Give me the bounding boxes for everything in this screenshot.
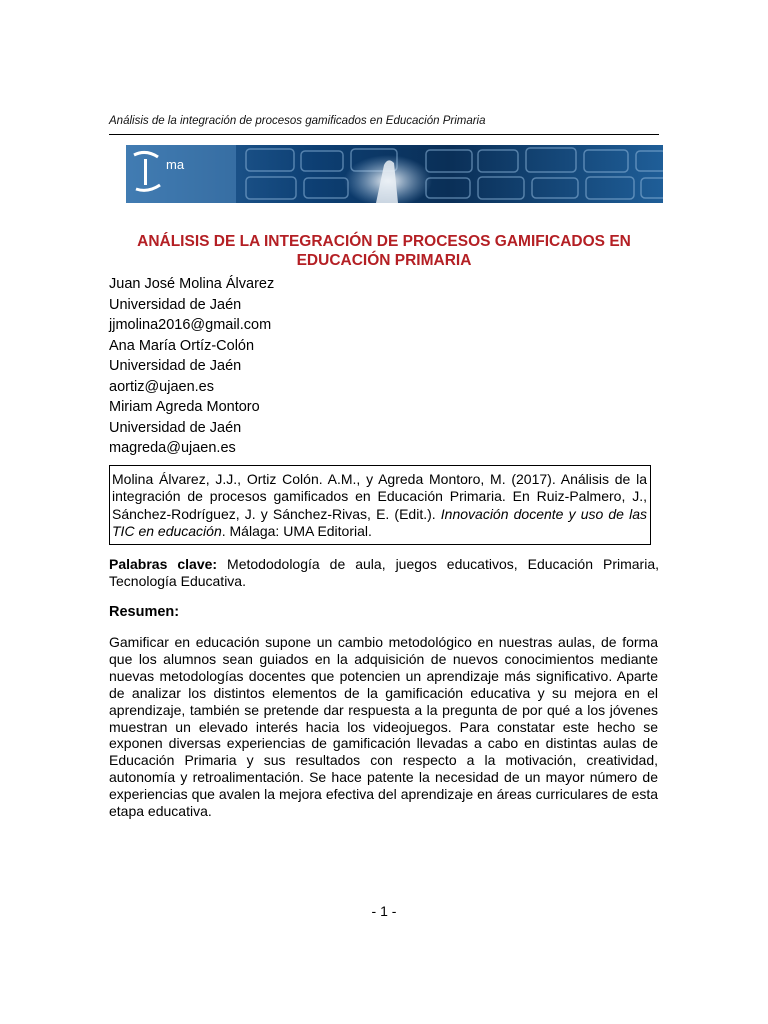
author-email: jjmolina2016@gmail.com (109, 317, 272, 333)
header-banner-image (126, 145, 663, 203)
author-email: aortiz@ujaen.es (109, 378, 214, 395)
author-affiliation: Universidad de Jaén (109, 419, 242, 436)
keywords-text: Metododología de aula, juegos educativos, Educación Primaria, Tecnología Educativa. (109, 556, 659, 589)
citation-main: Molina Álvarez, J.J., Ortiz Colón. A.M., y Agreda Montoro, M. (2017). Análisis de la integración de procesos gamificados en Educación Primaria. En Ruiz-Palmero, J., Sánchez-Rodríguez, J. y Sánchez-Rivas, E. (Edit.). (112, 471, 647, 522)
author-affiliation: Universidad de Jaén (109, 358, 242, 374)
abstract-heading: Resumen: (109, 604, 180, 620)
banner-graphic (126, 145, 663, 203)
keywords-label: Palabras clave: (109, 556, 218, 572)
citation-publisher: . Málaga: UMA Editorial. (221, 522, 372, 539)
citation-text (110, 471, 650, 540)
logo-text: ma (166, 157, 185, 172)
keywords (109, 556, 659, 590)
author-name: Ana María Ortíz-Colón (109, 337, 255, 354)
abstract-text: Gamificar en educación supone un cambio metodológico en nuestras aulas, de forma que los alumnos sean guiados en la adquisición de nuevos conocimientos mediante nuevas metodologías docentes que potencien un aprendizaje más significativo. Aparte de analizar los distintos elementos de la gamificación educativa y su mejora en el aprendizaje, también se pretende dar respuesta a la pregunta de por qué a los jóvenes muestran un elevado interés hacia los videojuegos. Para constatar este hecho se exponen diversas experiencias de gamificación llevadas a cabo en distintas aulas de Educación Primaria y sus resultados con respecto a la motivación, creatividad, autonomía y retroalimentación. Se hace patente la necesidad de un mayor número de experiencias que avalen la mejora efectiva del aprendizaje en áreas curriculares de esta etapa educativa. (109, 634, 658, 820)
author-name: Miriam Agreda Montoro (109, 399, 260, 415)
header-rule (109, 134, 659, 135)
citation-book-title: Innovación docente y uso de las TIC en educación (112, 505, 647, 539)
authors-block (109, 274, 659, 459)
paper-title: ANÁLISIS DE LA INTEGRACIÓN DE PROCESOS GAMIFICADOS EN EDUCACIÓN PRIMARIA (137, 233, 631, 269)
author-affiliation: Universidad de Jaén (109, 296, 242, 313)
running-header: Análisis de la integración de procesos gamificados en Educación Primaria (109, 115, 486, 127)
author-name: Juan José Molina Álvarez (109, 276, 275, 292)
citation-box (109, 465, 651, 545)
page-number: - 1 - (371, 903, 397, 919)
author-email: magreda@ujaen.es (109, 440, 236, 456)
